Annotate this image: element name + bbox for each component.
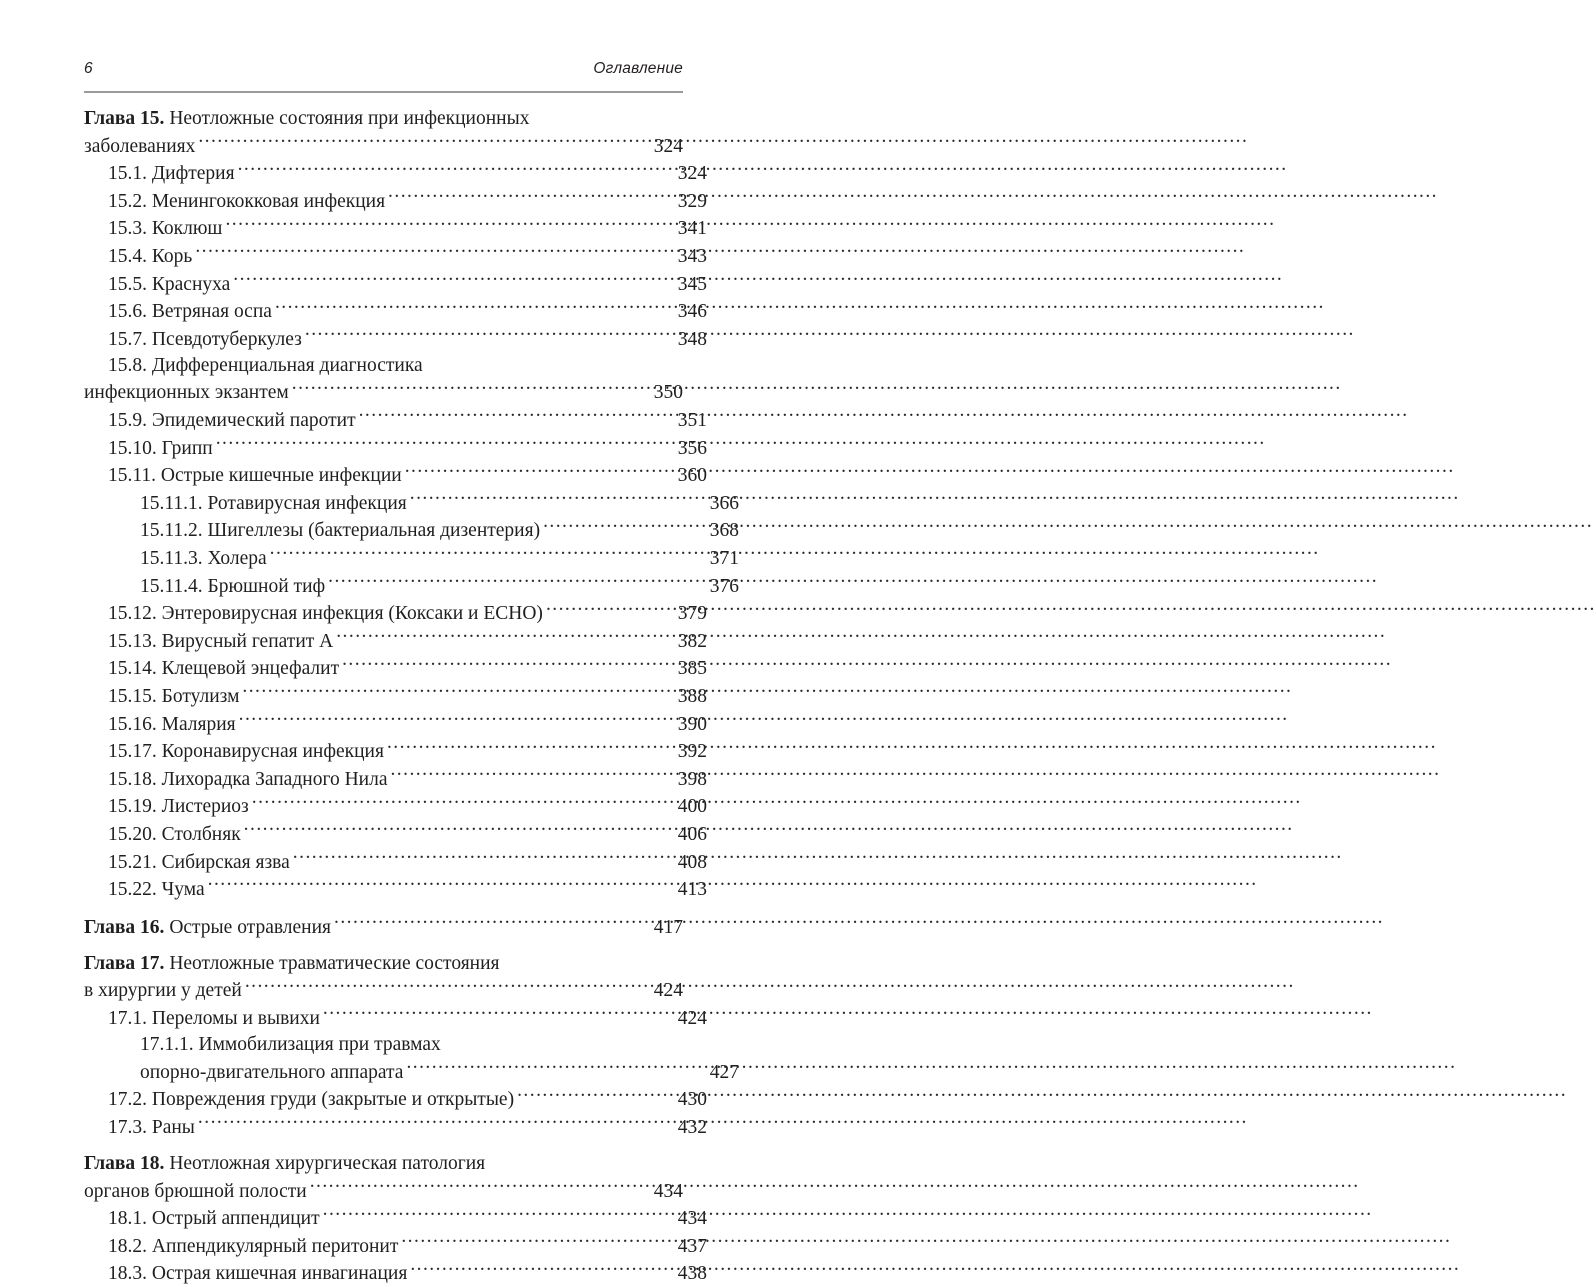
toc-page-number: 343: [677, 245, 707, 267]
toc-entry-label: 15.14. Клещевой энцефалит: [108, 658, 340, 680]
dot-leader: [323, 1205, 665, 1225]
toc-entry-label: 15.2. Менингококковая инфекция: [108, 190, 386, 212]
toc-entry-label: 17.1.1. Иммобилизация при травмах: [140, 1034, 441, 1056]
toc-entry-label: 18.1. Острый аппендицит: [108, 1208, 320, 1230]
toc-chapter-number: Глава 16.: [84, 916, 165, 938]
toc-entry-title: Неотложная хирургическая патология: [164, 1152, 486, 1174]
dot-leader: [410, 489, 697, 509]
dot-leader: [252, 793, 665, 813]
dot-leader: [546, 600, 665, 620]
toc-page-number: 424: [677, 1008, 707, 1029]
toc-entry-label: 15.11.1. Ротавирусная инфекция: [140, 492, 407, 514]
toc-entry-label: 15.11.2. Шигеллезы (бактериальная дизентерия): [140, 520, 541, 542]
toc-page-number: 413: [677, 879, 707, 901]
toc-page-number: 351: [677, 410, 707, 432]
toc-entry-label: 17.1. Переломы и вывихи: [108, 1008, 320, 1029]
toc-page-number: 368: [709, 520, 739, 542]
toc-page-number: 385: [677, 658, 707, 680]
toc-page-number: 388: [677, 685, 707, 707]
dot-leader: [517, 1086, 665, 1106]
toc-page-number: 366: [709, 492, 739, 514]
dot-leader: [238, 160, 665, 180]
toc-chapter-number: Глава 17.: [84, 952, 165, 974]
toc-entry-label: 15.17. Коронавирусная инфекция: [108, 741, 384, 763]
dot-leader: [292, 379, 641, 399]
toc-page-number: 382: [677, 630, 707, 652]
toc-entry-title: Неотложные состояния при инфекционных: [164, 108, 530, 129]
chapter-spacer: [84, 941, 683, 951]
dot-leader: [328, 572, 697, 592]
toc-entry-title: Неотложные травматические состояния: [164, 952, 500, 974]
toc-section-entry[interactable]: [108, 876, 707, 904]
dot-leader: [293, 848, 665, 868]
toc-page-number: 371: [709, 548, 739, 569]
dot-leader: [244, 820, 665, 840]
dot-leader: [198, 1113, 665, 1133]
dot-leader: [334, 913, 641, 933]
running-head-rule: [84, 91, 683, 93]
toc-chapter-number: Глава 15.: [84, 108, 165, 129]
dot-leader: [198, 132, 641, 152]
page-folio: 6: [84, 60, 93, 77]
toc-page-number: 432: [677, 1116, 707, 1138]
toc-entry-label: органов брюшной полости: [84, 1180, 307, 1202]
toc-page-number: 324: [677, 163, 707, 185]
toc-page-number: 392: [677, 741, 707, 763]
dot-leader: [270, 545, 697, 565]
toc-page-number: 406: [677, 823, 707, 845]
dot-leader: [225, 215, 665, 235]
toc-entry-label: опорно-двигательного аппарата: [140, 1061, 404, 1083]
running-head: [84, 60, 683, 90]
dot-leader: [543, 517, 697, 537]
dot-leader: [305, 325, 665, 345]
toc-page-number: 398: [677, 768, 707, 790]
dot-leader: [388, 187, 665, 207]
toc-page-number: 437: [677, 1235, 707, 1257]
toc-entry-label: 15.8. Дифференциальная диагностика: [108, 354, 423, 376]
toc-page-number: 400: [677, 796, 707, 818]
dot-leader: [233, 270, 665, 290]
toc-chapter-number: Глава 18.: [84, 1152, 165, 1174]
dot-leader: [406, 1058, 697, 1078]
dot-leader: [410, 1260, 665, 1280]
toc-section-entry[interactable]: [108, 1113, 707, 1141]
toc-page-number: 345: [677, 273, 707, 295]
dot-leader: [342, 655, 665, 675]
toc-page: [0, 0, 747, 1285]
toc-page-number: 438: [677, 1263, 707, 1285]
toc-entry-label: 17.3. Раны: [108, 1116, 195, 1138]
dot-leader: [387, 738, 665, 758]
toc-page-number: 408: [677, 851, 707, 873]
chapter-spacer: [84, 1141, 683, 1151]
toc-page-number: 417: [653, 916, 683, 938]
toc-section-entry[interactable]: [108, 325, 707, 353]
toc-entry-label: [84, 915, 331, 941]
toc-entry-label: 15.3. Коклюш: [108, 218, 223, 240]
toc-entry-label: 15.11.3. Холера: [140, 548, 267, 569]
dot-leader: [401, 1232, 665, 1252]
toc-entry-label: инфекционных экзантем: [84, 382, 289, 404]
dot-leader: [310, 1177, 641, 1197]
toc-entry-label: 15.12. Энтеровирусная инфекция (Коксаки и ECHO): [108, 603, 543, 625]
toc-page-number: 376: [709, 575, 739, 597]
toc-entry-label: 18.2. Аппендикулярный перитонит: [108, 1235, 399, 1257]
dot-leader: [323, 1005, 665, 1025]
toc-entry-label: 15.9. Эпидемический паротит: [108, 410, 356, 432]
toc-entry-label: 15.11. Острые кишечные инфекции: [108, 465, 402, 487]
dot-leader: [195, 242, 665, 262]
toc-entry-title: Острые отравления: [164, 916, 332, 938]
running-head-title: Оглавление: [593, 60, 683, 77]
dot-leader: [216, 434, 665, 454]
toc-entry-label: 15.10. Грипп: [108, 437, 213, 459]
toc-entry-label: 15.6. Ветряная оспа: [108, 301, 272, 323]
table-of-contents: [84, 106, 739, 1287]
dot-leader: [390, 765, 665, 785]
toc-page-number: 427: [709, 1061, 739, 1083]
toc-page-number: 390: [677, 713, 707, 735]
dot-leader: [239, 710, 665, 730]
toc-page-number: 356: [677, 437, 707, 459]
dot-leader: [275, 298, 665, 318]
toc-entry-label: 15.18. Лихорадка Западного Нила: [108, 768, 388, 790]
toc-entry-label: 15.5. Краснуха: [108, 273, 231, 295]
toc-page-number: 329: [677, 190, 707, 212]
toc-entry-label: 15.15. Ботулизм: [108, 685, 240, 707]
toc-page-number: 348: [677, 328, 707, 350]
toc-entry-label: 15.13. Вирусный гепатит А: [108, 630, 334, 652]
dot-leader: [245, 977, 641, 997]
toc-page-number: 350: [653, 382, 683, 404]
dot-leader: [242, 682, 665, 702]
toc-entry-label: 17.2. Повреждения груди (закрытые и открытые): [108, 1089, 515, 1111]
toc-section-entry[interactable]: [108, 1005, 707, 1033]
toc-page-number: 434: [653, 1180, 683, 1202]
dot-leader: [208, 876, 665, 896]
toc-entry-label: 15.1. Дифтерия: [108, 163, 235, 185]
toc-page-number: 360: [677, 465, 707, 487]
toc-page-number: 379: [677, 603, 707, 625]
toc-entry-label: 15.4. Корь: [108, 245, 193, 267]
toc-page-number: 424: [653, 980, 683, 1002]
toc-entry-label: 15.22. Чума: [108, 879, 205, 901]
toc-page-number: 341: [677, 218, 707, 240]
toc-entry-label: 15.20. Столбняк: [108, 823, 241, 845]
toc-section-entry[interactable]: [108, 1260, 707, 1287]
toc-page-number: 346: [677, 301, 707, 323]
toc-page-number: 430: [677, 1089, 707, 1111]
dot-leader: [336, 627, 665, 647]
dot-leader: [405, 462, 665, 482]
toc-entry-label: 15.21. Сибирская язва: [108, 851, 290, 873]
toc-entry-label: заболеваниях: [84, 135, 196, 157]
toc-entry-label: 18.3. Острая кишечная инвагинация: [108, 1263, 408, 1285]
toc-chapter-entry[interactable]: [84, 913, 683, 941]
toc-entry-label: в хирургии у детей: [84, 980, 242, 1002]
toc-entry-label: 15.19. Листериоз: [108, 796, 249, 818]
toc-entry-label: 15.16. Малярия: [108, 713, 236, 735]
dot-leader: [359, 407, 665, 427]
toc-page-number: 434: [677, 1208, 707, 1230]
toc-entry-label: 15.11.4. Брюшной тиф: [140, 575, 326, 597]
toc-page-number: 324: [653, 135, 683, 157]
toc-entry-label: 15.7. Псевдотуберкулез: [108, 328, 302, 350]
